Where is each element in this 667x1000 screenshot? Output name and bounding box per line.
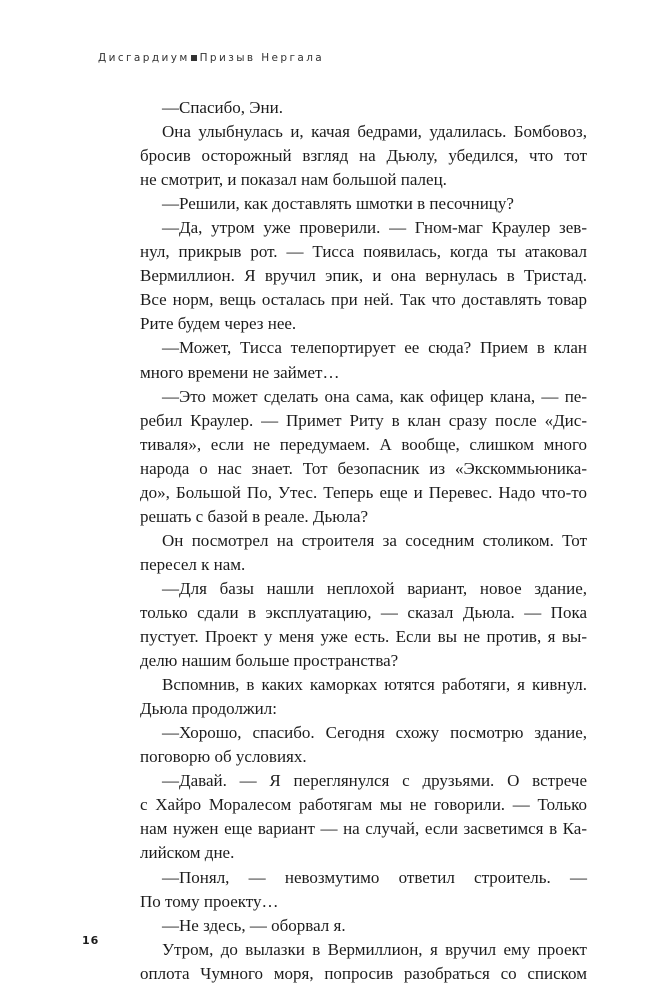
text-line: не смотрит, и показал нам большой палец. bbox=[140, 170, 447, 190]
series-title: Дисгардиум bbox=[98, 52, 190, 64]
text-line: пересел к нам. bbox=[140, 554, 246, 574]
text-line: Рите будем через нее. bbox=[140, 314, 297, 334]
text-line: только сдали в эксплуатацию, — сказал Дьюла. — Пока bbox=[140, 602, 587, 622]
text-line: —Решили, как доставлять шмотки в песочницу? bbox=[162, 194, 514, 214]
running-head bbox=[98, 52, 324, 64]
text-line: делю нашим больше пространства? bbox=[140, 651, 399, 671]
text-line: тиваля», если не передумаем. А вообще, слишком много bbox=[140, 434, 587, 454]
text-line: —Давай. — Я переглянулся с друзьями. О встрече bbox=[162, 771, 587, 791]
text-line: лийском дне. bbox=[140, 843, 235, 863]
text-line: нам нужен еще вариант — на случай, если засветимся в Ка- bbox=[140, 819, 587, 839]
text-line: Вспомнив, в каких каморках ютятся работяги, я кивнул. bbox=[162, 675, 587, 695]
text-line: нул, прикрыв рот. — Тисса появилась, когда ты атаковал bbox=[140, 242, 587, 262]
text-line: Все норм, вещь осталась при ней. Так что доставлять товар bbox=[140, 290, 587, 310]
text-line: ребил Краулер. — Примет Риту в клан сразу после «Дис- bbox=[140, 410, 587, 430]
text-line: бросив осторожный взгляд на Дьюлу, убедился, что тот bbox=[140, 146, 587, 166]
text-line: решать с базой в реале. Дьюла? bbox=[140, 506, 369, 526]
body-text bbox=[140, 96, 587, 986]
text-line: По тому проекту… bbox=[140, 891, 279, 911]
separator-square bbox=[191, 55, 197, 61]
book-title: Призыв Нергала bbox=[199, 52, 325, 64]
text-line: —Да, утром уже проверили. — Гном-маг Краулер зев- bbox=[162, 218, 587, 238]
text-line: —Не здесь, — оборвал я. bbox=[162, 915, 346, 935]
text-line: с Хайро Моралесом работягам мы не говорили. — Только bbox=[140, 795, 587, 815]
text-line: Она улыбнулась и, качая бедрами, удалилась. Бомбовоз, bbox=[162, 122, 587, 142]
text-line: —Понял, — невозмутимо ответил строитель. — bbox=[162, 867, 587, 887]
text-line: поговорю об условиях. bbox=[140, 747, 307, 767]
text-line: —Хорошо, спасибо. Сегодня схожу посмотрю здание, bbox=[162, 723, 587, 743]
text-line: Утром, до вылазки в Вермиллион, я вручил ему проект bbox=[162, 939, 587, 959]
text-line: оплота Чумного моря, попросив разобраться со списком bbox=[140, 963, 587, 983]
text-line: —Может, Тисса телепортирует ее сюда? Прием в клан bbox=[162, 338, 587, 358]
text-line: —Это может сделать она сама, как офицер клана, — пе- bbox=[162, 386, 587, 406]
text-line: —Для базы нашли неплохой вариант, новое здание, bbox=[162, 578, 587, 598]
page-number: 16 bbox=[82, 934, 100, 947]
text-line: Вермиллион. Я вручил эпик, и она вернулась в Тристад. bbox=[140, 266, 587, 286]
text-line: до», Большой По, Утес. Теперь еще и Перевес. Надо что-то bbox=[140, 482, 587, 502]
text-line: Он посмотрел на строителя за соседним столиком. Тот bbox=[162, 530, 587, 550]
text-line: много времени не займет… bbox=[140, 362, 340, 382]
text-line: Дьюла продолжил: bbox=[140, 699, 277, 719]
text-line: народа о нас знает. Тот безопасник из «Экскоммьюника- bbox=[140, 458, 587, 478]
text-line: —Спасибо, Эни. bbox=[162, 98, 283, 117]
text-line: пустует. Проект у меня уже есть. Если вы не против, я вы- bbox=[140, 627, 587, 647]
